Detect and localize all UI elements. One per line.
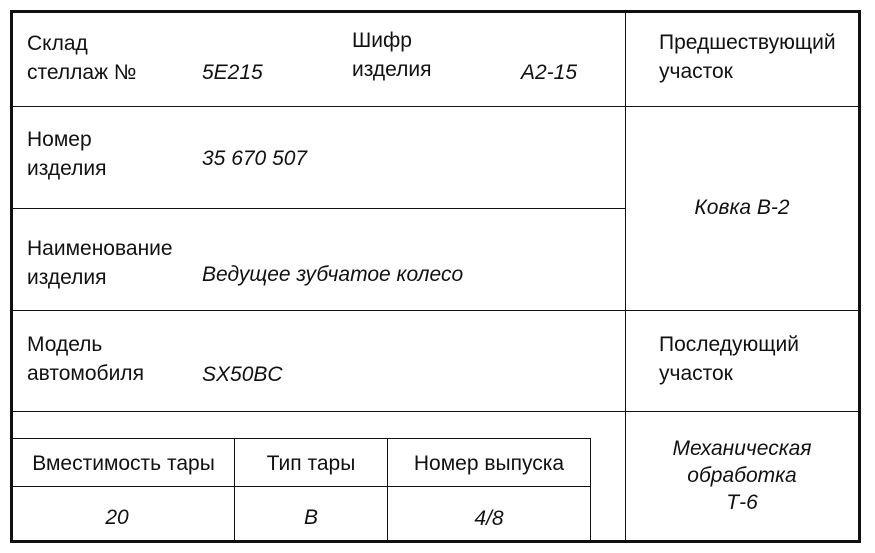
row-divider (13, 310, 625, 311)
row-divider (13, 106, 625, 107)
container-capacity-header: Вместимость тары (32, 452, 215, 475)
product-name-label (27, 234, 173, 292)
table-border (13, 486, 590, 487)
container-type-value: В (303, 506, 318, 529)
warehouse-label (27, 29, 136, 87)
product-number-label-line1: Номер (27, 128, 92, 151)
warehouse-label-line2: стеллаж № (27, 61, 137, 84)
release-number-value: 4/8 (474, 507, 504, 530)
product-name-value: Ведущее зубчатое колесо (202, 263, 464, 286)
product-number-label-line2: изделия (27, 157, 107, 180)
next-section-value (626, 435, 858, 516)
row-divider (625, 411, 858, 412)
product-code-value: A2-15 (521, 61, 578, 84)
product-name-label-line1: Наименование (27, 237, 173, 260)
car-model-value: SX50BC (202, 363, 283, 386)
product-name-label-line2: изделия (27, 266, 107, 289)
previous-section-label-line2: участок (659, 60, 733, 83)
table-border (13, 438, 590, 439)
row-divider (13, 208, 625, 209)
row-divider (625, 310, 858, 311)
next-section-value-line1: Механическая (672, 437, 812, 460)
previous-section-value: Ковка В-2 (694, 196, 790, 219)
previous-section-label (659, 28, 836, 86)
container-capacity-value: 20 (105, 506, 129, 529)
next-section-label (659, 330, 799, 388)
release-number-header: Номер выпуска (413, 452, 565, 475)
product-code-label-line1: Шифр (352, 29, 412, 52)
product-code-label (352, 26, 432, 84)
warehouse-label-line1: Склад (27, 32, 88, 55)
next-section-label-line2: участок (659, 362, 733, 385)
table-border (590, 438, 591, 540)
car-model-label (27, 330, 144, 388)
row-divider (625, 106, 858, 107)
car-model-label-line2: автомобиля (27, 362, 144, 385)
next-section-value-line3: Т-6 (726, 491, 758, 514)
next-section-value-line2: обработка (687, 464, 797, 487)
product-card (10, 10, 861, 543)
row-divider (13, 411, 625, 412)
car-model-label-line1: Модель (27, 333, 103, 356)
product-number-value: 35 670 507 (202, 147, 308, 170)
product-number-label (27, 125, 107, 183)
previous-section-label-line1: Предшествующий (659, 31, 836, 54)
product-code-label-line2: изделия (352, 58, 432, 81)
container-type-header: Тип тары (266, 452, 356, 475)
warehouse-value: 5E215 (202, 61, 263, 84)
next-section-label-line1: Последующий (659, 333, 799, 356)
